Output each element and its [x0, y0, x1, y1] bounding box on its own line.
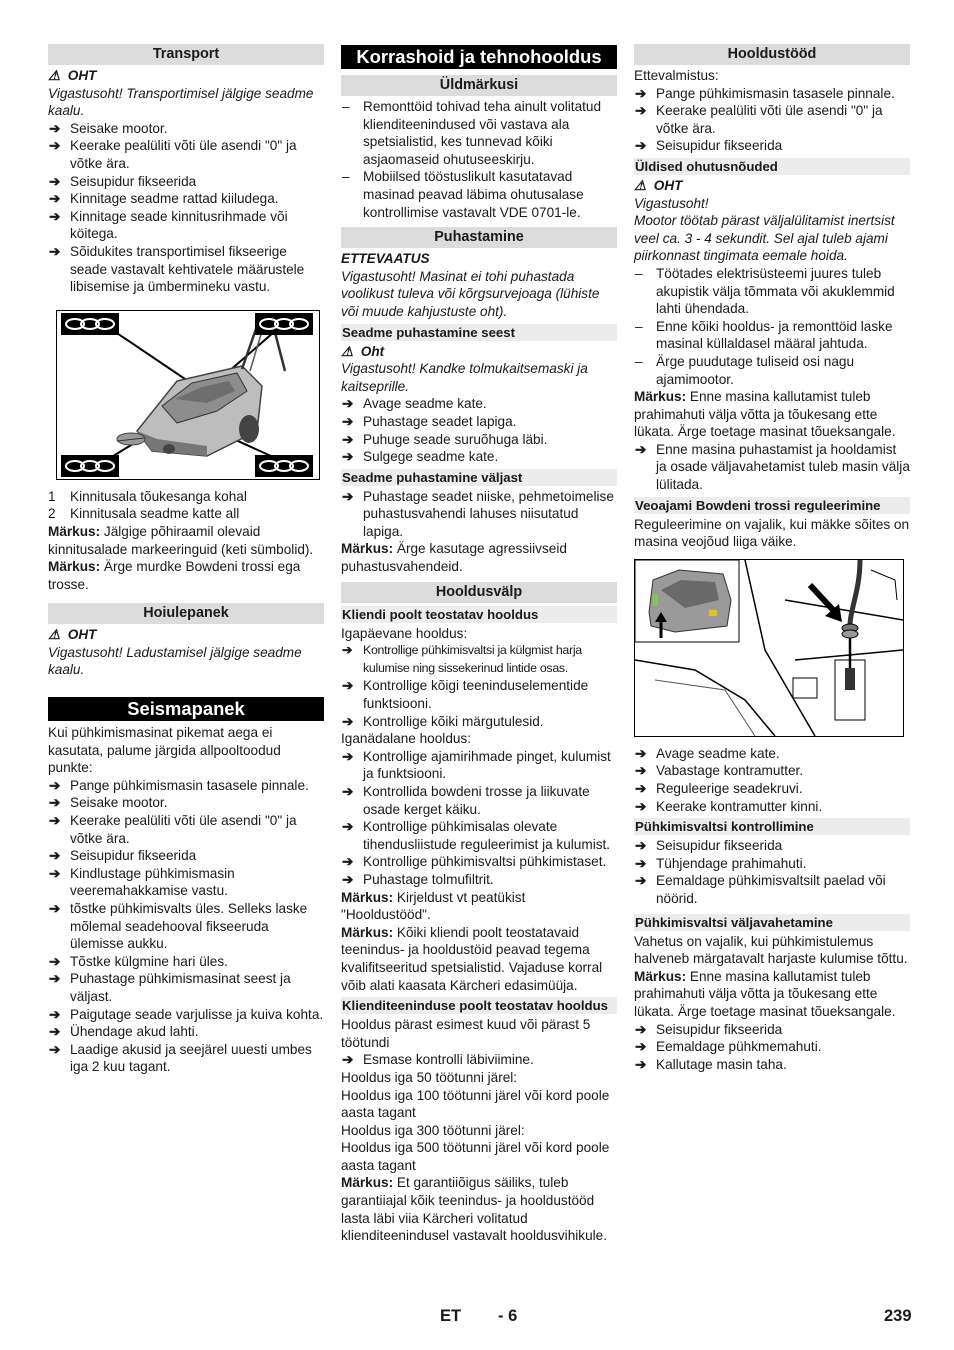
- list-item: ➔ Avage seadme kate.: [635, 745, 780, 761]
- language-code: ET: [440, 1307, 462, 1325]
- arrow-icon: ➔: [49, 173, 61, 189]
- arrow-icon: ➔: [342, 1052, 354, 1068]
- bowden-cable-illustration: [635, 560, 903, 736]
- arrow-icon: ➔: [49, 1024, 61, 1040]
- arrow-icon: ➔: [49, 953, 61, 969]
- list-item: ➔ Ühendage akud lahti.: [49, 1024, 199, 1040]
- arrow-icon: ➔: [49, 813, 61, 829]
- first-service-label: Hooldus pärast esimest kuud või pärast 5 töötundi: [341, 1017, 591, 1050]
- arrow-icon: ➔: [49, 1041, 61, 1057]
- sweeper-tie-down-illustration: [57, 311, 319, 479]
- list-item: ➔ Puhastage seadet niiske, pehmetoimelise puhastusvahendi lahuses niisutatud lapiga.: [342, 488, 614, 539]
- warning-label: ⚠ OHT: [48, 627, 97, 643]
- heading-safety: Üldised ohutusnõuded: [634, 158, 910, 175]
- arrow-icon: ➔: [635, 763, 647, 779]
- intro-text: Reguleerimine on vajalik, kui mäkke sõites on masina veojõud liiga väike.: [634, 516, 910, 550]
- list-item: ➔ Seisake mootor.: [49, 795, 168, 811]
- list-item: ➔ Eemaldage pühkimisvaltsilt paelad või nöörid.: [635, 873, 886, 906]
- service-line: Hooldus iga 300 töötunni järel:: [341, 1122, 525, 1138]
- note: Märkus: Ärge kasutage agressiivseid puhastusvahendeid.: [341, 541, 567, 575]
- warning-text: Vigastusoht! Transportimisel jälgige seadme kaalu.: [48, 85, 314, 119]
- arrow-icon: ➔: [635, 441, 647, 457]
- arrow-icon: ➔: [49, 138, 61, 154]
- heading-service-maintenance: Klienditeeninduse poolt teostatav hooldus: [341, 997, 617, 1014]
- arrow-icon: ➔: [342, 871, 354, 887]
- list-item: ➔ Tühjendage prahimahuti.: [635, 855, 807, 871]
- list-item: ➔ Pange pühkimismasin tasasele pinnale.: [49, 777, 309, 793]
- list-item: ➔ Puhastage pühkimismasinat seest ja väljast.: [49, 971, 291, 1004]
- chain-icon: [61, 455, 119, 477]
- list-item: ➔ tõstke pühkimisvalts üles. Selleks laske mõlemal seadehooval fikseeruda ülemisse aukku.: [49, 901, 308, 952]
- heading-clean-outside: Seadme puhastamine väljast: [341, 469, 617, 486]
- arrow-icon: ➔: [49, 901, 61, 916]
- list-item: ➔ Eemaldage pühkmemahuti.: [635, 1039, 822, 1055]
- list-item: ➔ Esmase kontrolli läbiviimine.: [342, 1052, 534, 1068]
- heading-maintenance-work: Hooldustööd: [634, 44, 910, 65]
- list-item: ➔ Kontrollige ajamirihmade pinget, kulumist ja funktsiooni.: [342, 748, 611, 782]
- warning-text: Mootor töötab pärast väljalülitamist inertsist veel ca. 3 - 4 sekundit. Sel ajal tuleb ajami piirkonnast tingimata eemale hoida.: [634, 213, 895, 264]
- arrow-icon: ➔: [635, 745, 647, 761]
- arrow-icon: ➔: [635, 1056, 647, 1072]
- note: Märkus: Kirjeldust vt peatükist "Hooldustööd".: [341, 889, 526, 923]
- list-item: ➔ Sõidukites transportimisel fikseerige seade vastavalt kehtivatele määrustele libisemise ja ümbermineku vastu.: [49, 243, 305, 295]
- warning-text: Vigastusoht! Masinat ei tohi puhastada voolikust tuleva või kõrgsurvejoaga (lühiste või muude kahjustuste oht).: [341, 268, 600, 319]
- heading-maintenance-care: Korrashoid ja tehnohooldus: [341, 45, 617, 69]
- arrow-icon: ➔: [342, 819, 354, 835]
- chain-icon: [255, 313, 313, 335]
- arrow-icon: ➔: [342, 488, 354, 504]
- arrow-icon: ➔: [635, 873, 647, 889]
- intro-text: Vahetus on vajalik, kui pühkimistulemus halveneb märgatavalt harjaste kulumise tõttu.: [634, 933, 908, 967]
- page-number: - 6: [498, 1307, 518, 1325]
- figure-tie-down-points: [56, 310, 320, 480]
- heading-transport: Transport: [48, 44, 324, 65]
- arrow-icon: ➔: [49, 120, 61, 136]
- arrow-icon: ➔: [342, 413, 354, 429]
- arrow-icon: ➔: [342, 431, 354, 447]
- arrow-icon: ➔: [49, 865, 61, 881]
- list-item: ➔ Tõstke külgmine hari üles.: [49, 953, 228, 969]
- arrow-icon: ➔: [49, 191, 61, 207]
- list-item: ➔ Kontrollige pühkimisvaltsi ja külgmist harja kulumise ning sissekerinud lintide osas.: [342, 643, 582, 675]
- list-item: ➔ Puhastage tolmufiltrit.: [342, 871, 494, 887]
- list-item: ➔ Enne masina puhastamist ja hooldamist ja osade väljavahetamist tuleb masin välja lülitada.: [635, 441, 910, 493]
- weekly-label: Iganädalane hooldus:: [341, 731, 472, 747]
- column-left: [48, 44, 324, 1076]
- intro-text: Kui pühkimismasinat pikemat aega ei kasutata, palume järgida allpooltoodud punkte:: [48, 725, 281, 776]
- list-item: ➔ Pange pühkimismasin tasasele pinnale.: [635, 85, 895, 101]
- note: Märkus: Et garantiiõigus säiliks, tuleb garantiiajal kõik teenindus- ja hooldustööd lasta läbi viia Kärcheri volitatud klienditeenindusel vastavalt hooldusvihikule.: [341, 1175, 608, 1244]
- list-item: ➔ Kontrollige kõiki märgutulesid.: [342, 713, 544, 729]
- column-middle: [341, 44, 617, 1245]
- list-item: ➔ Kallutage masin taha.: [635, 1056, 787, 1072]
- arrow-icon: ➔: [342, 396, 354, 412]
- note: Märkus: Jälgige põhiraamil olevaid kinnitusalade markeeringuid (keti sümbolid).: [48, 523, 314, 557]
- list-item: ➔ Avage seadme kate.: [342, 396, 487, 412]
- heading-shutdown: Seismapanek: [48, 697, 324, 721]
- list-item: ➔ Seisupidur fikseerida: [635, 838, 783, 854]
- list-item: ➔ Paigutage seade varjulisse ja kuiva kohta.: [49, 1006, 324, 1022]
- arrow-icon: ➔: [635, 781, 647, 797]
- heading-interval: Hooldusvälp: [341, 582, 617, 603]
- list-item: ➔ Kontrollige pühkimisvaltsi pühkimistaset.: [342, 854, 607, 870]
- warning-triangle-icon: ⚠: [341, 343, 354, 359]
- list-item: ➔ Laadige akusid ja seejärel uuesti umbes iga 2 kuu tagant.: [49, 1041, 312, 1075]
- arrow-icon: ➔: [635, 798, 647, 814]
- list-item: ➔ Kinnitage seadme rattad kiiludega.: [49, 191, 279, 207]
- list-item: ➔ Keerake pealüliti võti üle asendi "0" ja võtke ära.: [635, 103, 883, 136]
- list-item: – Mobiilsed tööstuslikult kasutatavad masinad peavad läbima ohutusalase kontrollimise vastavalt VDE 0701-le.: [342, 169, 584, 220]
- figure-bowden-adjustment: [634, 559, 904, 737]
- warning-triangle-icon: ⚠: [48, 68, 61, 83]
- warning-triangle-icon: ⚠: [48, 627, 61, 643]
- list-item: ➔ Seisupidur fikseerida: [635, 138, 783, 154]
- list-item: ➔ Kindlustage pühkimismasin veeremahakkamise vastu.: [49, 865, 235, 899]
- warning-label: ⚠ OHT: [634, 177, 683, 193]
- heading-clean-inside: Seadme puhastamine seest: [341, 324, 617, 341]
- note: Märkus: Ärge murdke Bowdeni trossi ega trosse.: [48, 559, 301, 592]
- arrow-icon: ➔: [342, 713, 354, 729]
- service-line: Hooldus iga 50 töötunni järel:: [341, 1069, 518, 1085]
- warning-label: ⚠ OHT: [48, 68, 97, 83]
- heading-customer-maintenance: Kliendi poolt teostatav hooldus: [341, 606, 617, 623]
- service-line: Hooldus iga 100 töötunni järel või kord poole aasta tagant: [341, 1087, 610, 1121]
- note: Märkus: Enne masina kallutamist tuleb prahimahuti välja võtta ja tõukesang ette lükata. Ärge toetage masinat tõueksangale.: [634, 389, 896, 440]
- warning-triangle-icon: ⚠: [634, 177, 647, 193]
- arrow-icon: ➔: [635, 838, 647, 854]
- list-item: ➔ Keerake pealüliti võti üle asendi "0" ja võtke ära.: [49, 813, 297, 846]
- heading-cleaning: Puhastamine: [341, 227, 617, 248]
- chain-icon: [255, 455, 313, 477]
- list-item: ➔ Seisupidur fikseerida: [635, 1021, 783, 1037]
- note: Märkus: Enne masina kallutamist tuleb prahimahuti välja võtta ja tõukesang ette lükata. Ärge toetage masinat tõueksangale.: [634, 968, 896, 1019]
- arrow-icon: ➔: [49, 795, 61, 811]
- shutdown-steps: [48, 777, 324, 1076]
- page-total: 239: [884, 1307, 912, 1325]
- arrow-icon: ➔: [635, 138, 647, 154]
- list-item: ➔ Puhastage seadet lapiga.: [342, 413, 517, 429]
- transport-steps: [48, 120, 324, 296]
- service-line: Hooldus iga 500 töötunni järel või kord poole aasta tagant: [341, 1140, 610, 1173]
- warning-label: ⚠ Oht: [341, 343, 385, 359]
- heading-general: Üldmärkusi: [341, 75, 617, 96]
- arrow-icon: ➔: [342, 643, 353, 658]
- arrow-icon: ➔: [49, 777, 61, 793]
- list-item: – Töötades elektrisüsteemi juures tuleb akupistik välja tõmmata või akuklemmid lahti ühendada.: [635, 265, 895, 317]
- arrow-icon: ➔: [49, 848, 61, 864]
- warning-text: Vigastusoht! Kandke tolmukaitsemaski ja kaitseprille.: [341, 361, 588, 394]
- arrow-icon: ➔: [342, 854, 354, 870]
- arrow-icon: ➔: [342, 784, 354, 799]
- list-item: ➔ Seisake mootor.: [49, 120, 168, 136]
- note: Märkus: Kõiki kliendi poolt teostatavaid teenindus- ja hooldustöid peavad tegema kvalifitseeritud spetsialistid. Vajaduse korral võib alati kaasata Kärcheri edasimüüja.: [341, 924, 603, 993]
- list-item: ➔ Reguleerige seadekruvi.: [635, 781, 803, 797]
- list-item: ➔ Keerake pealüliti võti üle asendi "0" ja võtke ära.: [49, 138, 297, 171]
- list-item: – Enne kõiki hooldus- ja remonttöid laske masinal küllaldasel määral jahtuda.: [635, 318, 893, 352]
- list-item: – Remonttöid tohivad teha ainult volitatud klienditeenindused või vastava ala spetsialistid, kes tunnevad kõiki asjaomaseid ohutuseeskirju.: [342, 99, 602, 167]
- arrow-icon: ➔: [342, 449, 354, 465]
- list-item: ➔ Keerake kontramutter kinni.: [635, 798, 823, 814]
- warning-text: Vigastusoht!: [634, 195, 709, 211]
- arrow-icon: ➔: [635, 855, 647, 871]
- arrow-icon: ➔: [49, 971, 61, 987]
- arrow-icon: ➔: [49, 208, 61, 224]
- list-item: ➔ Kontrollige pühkimisalas olevate tihendusliistude reguleerimist ja kulumist.: [342, 819, 611, 852]
- arrow-icon: ➔: [635, 1039, 647, 1055]
- list-item: – Ärge puudutage tuliseid osi nagu ajamimootor.: [635, 353, 855, 387]
- arrow-icon: ➔: [49, 1006, 61, 1022]
- legend-item: 1 Kinnitusala tõukesanga kohal: [48, 488, 247, 504]
- list-item: ➔ Seisupidur fikseerida: [49, 848, 197, 864]
- arrow-icon: ➔: [342, 748, 354, 764]
- list-item: ➔ Seisupidur fikseerida: [49, 173, 197, 189]
- heading-roller-replace: Pühkimisvaltsi väljavahetamine: [634, 914, 910, 931]
- arrow-icon: ➔: [635, 103, 647, 119]
- column-right: [634, 44, 910, 1073]
- arrow-icon: ➔: [635, 85, 647, 101]
- prep-label: Ettevalmistus:: [634, 68, 719, 83]
- chain-icon: [61, 313, 119, 335]
- heading-roller-check: Pühkimisvaltsi kontrollimine: [634, 818, 910, 835]
- arrow-icon: ➔: [635, 1021, 647, 1037]
- list-item: ➔ Sulgege seadme kate.: [342, 449, 499, 465]
- list-item: ➔ Kontrollida bowdeni trosse ja liikuvate osade kerget käiku.: [342, 784, 590, 817]
- daily-label: Igapäevane hooldus:: [341, 625, 468, 641]
- arrow-icon: ➔: [49, 243, 61, 259]
- list-item: ➔ Puhuge seade suruõhuga läbi.: [342, 431, 548, 447]
- heading-storage: Hoiulepanek: [48, 603, 324, 624]
- arrow-icon: ➔: [342, 678, 354, 694]
- legend-item: 2 Kinnitusala seadme katte all: [48, 506, 240, 522]
- list-item: ➔ Vabastage kontramutter.: [635, 763, 804, 779]
- warning-label: ETTEVAATUS: [341, 251, 430, 267]
- warning-text: Vigastusoht! Ladustamisel jälgige seadme kaalu.: [48, 644, 302, 678]
- list-item: ➔ Kinnitage seade kinnitusrihmade või köitega.: [49, 208, 288, 242]
- list-item: ➔ Kontrollige kõigi teeninduselementide funktsiooni.: [342, 678, 589, 712]
- heading-bowden-adjust: Veoajami Bowdeni trossi reguleerimine: [634, 497, 910, 514]
